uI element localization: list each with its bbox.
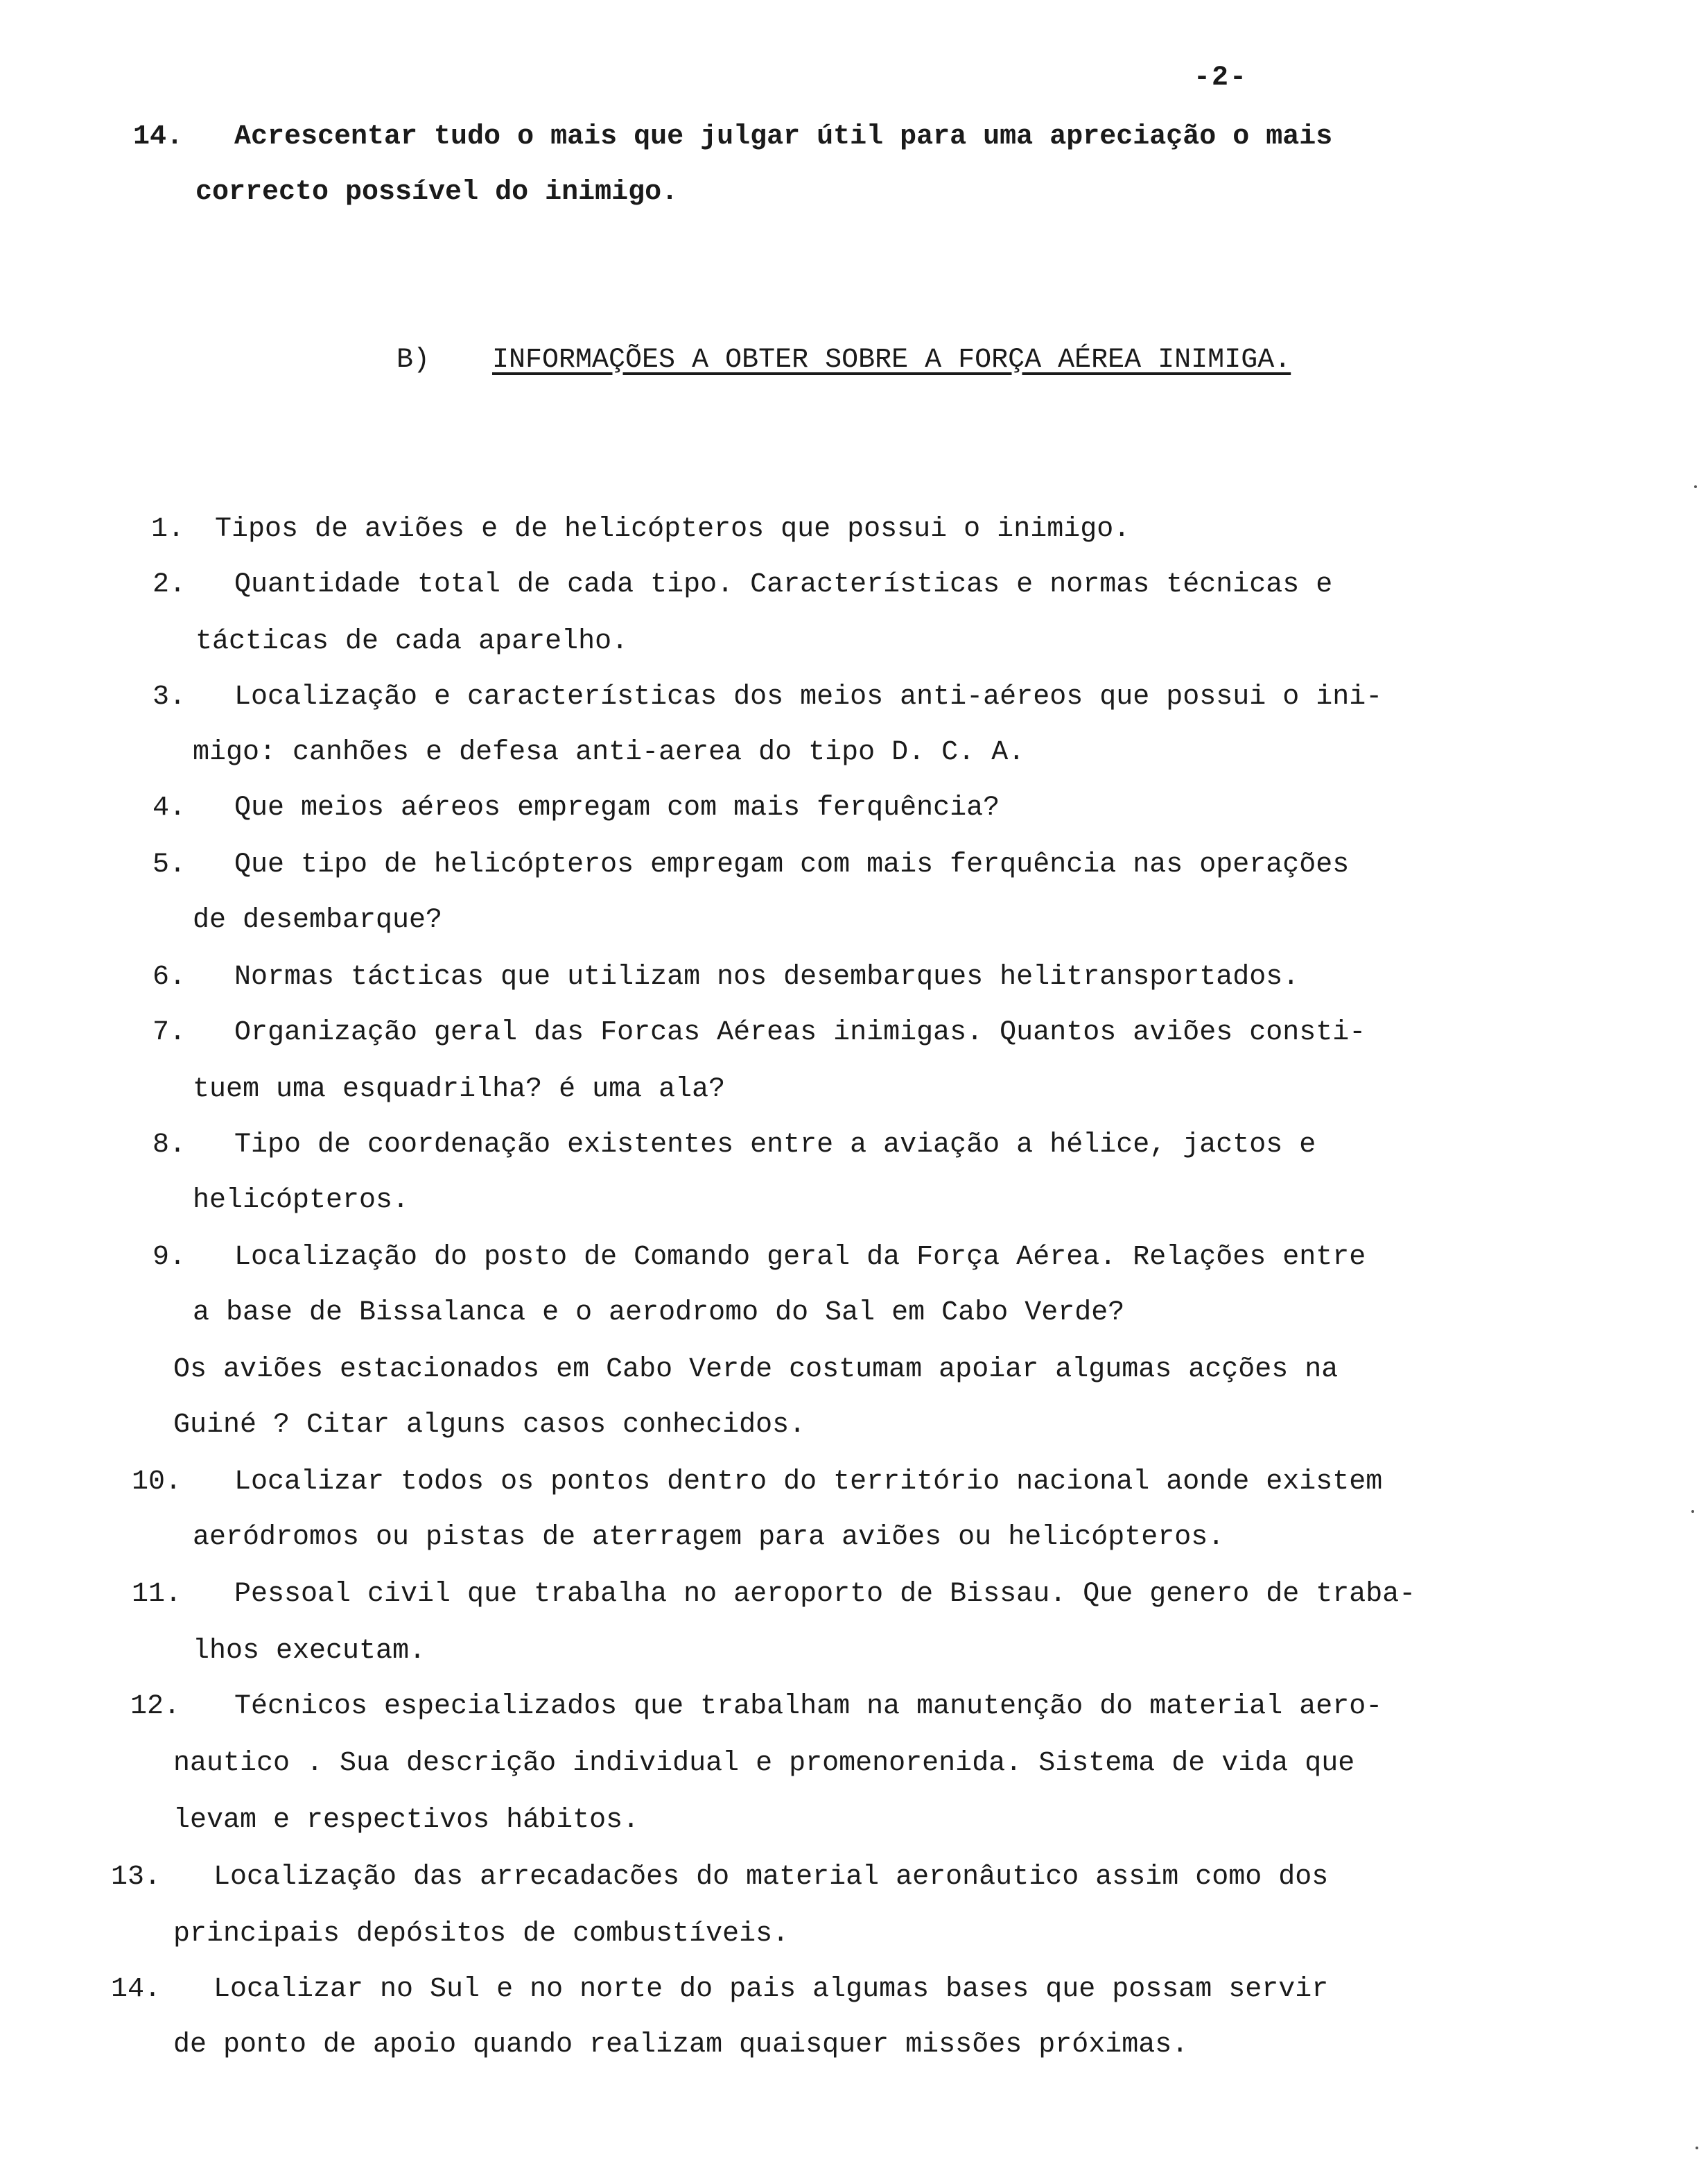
item-text-line: Guiné ? Citar alguns casos conhecidos. [173,1410,806,1441]
item-number: 10. [132,1466,182,1498]
item-text-line: tuem uma esquadrilha? é uma ala? [193,1074,726,1105]
section-letter: B) [397,345,430,376]
item-text-line: Que tipo de helicópteros empregam com mais ferquência nas operações [234,849,1350,881]
item-number: 12. [130,1691,181,1722]
scan-speck [1694,485,1697,488]
item-text-line: Quantidade total de cada tipo. Características e normas técnicas e [234,569,1333,600]
section-heading [397,347,1291,374]
item-number: 2. [152,569,186,600]
item-text-line: Localizar todos os pontos dentro do território nacional aonde existem [234,1466,1383,1498]
item-text-line: Localização do posto de Comando geral da Força Aérea. Relações entre [234,1242,1366,1273]
item-text-line: principais depósitos de combustíveis. [173,1918,790,1950]
item-number: 6. [152,962,186,993]
item-text-line: de ponto de apoio quando realizam quaisquer missões próximas. [173,2029,1189,2061]
item-text-line: Tipos de aviões e de helicópteros que possui o inimigo. [215,514,1131,545]
item-text-line: de desembarque? [193,905,443,936]
item-text-line: Os aviões estacionados em Cabo Verde costumam apoiar algumas acções na [173,1354,1339,1385]
item-number: 5. [152,849,186,881]
scan-speck [1691,1510,1694,1513]
item-text-line: Localização e características dos meios anti-aéreos que possui o ini- [234,682,1383,713]
item-text-line: Localização das arrecadacões do material aeronâutico assim como dos [214,1862,1329,1893]
item-text-line: Técnicos especializados que trabalham na manutenção do material aero- [234,1691,1383,1722]
page-number: -2- [1194,62,1248,94]
item-text-line: migo: canhões e defesa anti-aerea do tipo D. C. A. [193,737,1025,768]
item-number: 9. [152,1242,186,1273]
item-text-line: tácticas de cada aparelho. [195,626,629,657]
item-number: 11. [132,1579,182,1610]
item-text-line: Normas tácticas que utilizam nos desembarques helitransportados. [234,962,1300,993]
item-number: 14. [111,1974,162,2005]
section-title: INFORMAÇÕES A OBTER SOBRE A FORÇA AÉREA INIMIGA. [492,345,1291,376]
item-number: 13. [111,1862,162,1893]
item-text-line: Que meios aéreos empregam com mais ferquência? [234,792,1000,824]
item-text-line: a base de Bissalanca e o aerodromo do Sal em Cabo Verde? [193,1297,1125,1328]
item-text-line: correcto possível do inimigo. [195,177,679,208]
item-text-line: lhos executam. [193,1636,426,1667]
item-number: 14. [133,121,184,153]
item-number: 7. [152,1017,186,1048]
item-number: 8. [152,1129,186,1161]
item-text-line: levam e respectivos hábitos. [173,1805,640,1836]
item-text-line: helicópteros. [193,1185,410,1216]
item-text-line: Tipo de coordenação existentes entre a aviação a hélice, jactos e [234,1129,1316,1161]
item-text-line: Pessoal civil que trabalha no aeroporto de Bissau. Que genero de traba- [234,1579,1416,1610]
item-text-line: Organização geral das Forcas Aéreas inimigas. Quantos aviões consti- [234,1017,1366,1048]
item-text-line: Acrescentar tudo o mais que julgar útil para uma apreciação o mais [234,121,1333,153]
item-text-line: Localizar no Sul e no norte do pais algumas bases que possam servir [214,1974,1329,2005]
item-number: 4. [152,792,186,824]
scan-speck [1696,2147,1698,2149]
item-text-line: nautico . Sua descrição individual e promenorenida. Sistema de vida que [173,1748,1355,1779]
item-number: 1. [151,514,185,545]
item-text-line: aeródromos ou pistas de aterragem para aviões ou helicópteros. [193,1522,1225,1553]
item-number: 3. [152,682,186,713]
